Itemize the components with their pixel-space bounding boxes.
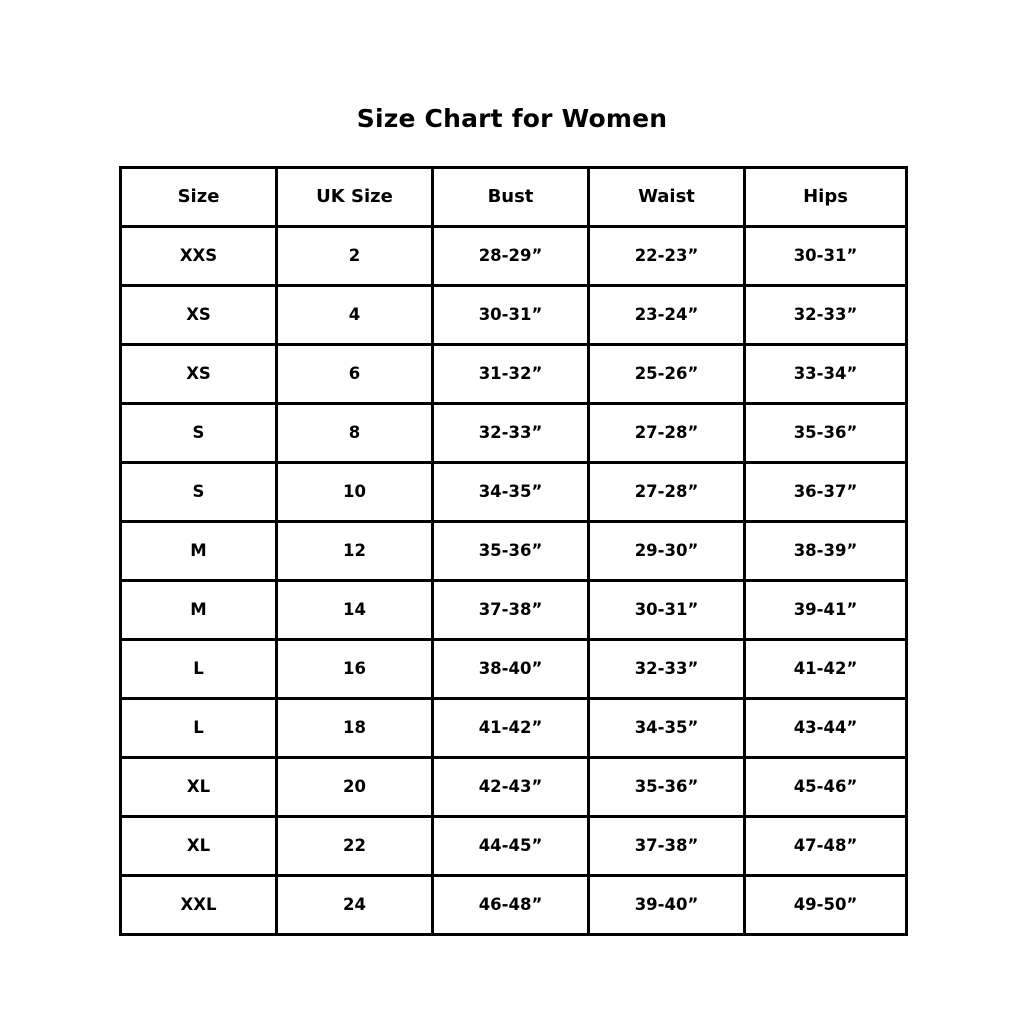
cell-hips: 32-33” [745,286,907,345]
cell-size: XXL [121,876,277,935]
cell-uk-size: 24 [277,876,433,935]
cell-size: XL [121,817,277,876]
cell-waist: 25-26” [589,345,745,404]
table-header [121,168,907,227]
cell-size: M [121,581,277,640]
page-title: Size Chart for Women [356,104,668,133]
table-row [121,640,907,699]
cell-size: XL [121,758,277,817]
table-header-row [121,168,907,227]
table-row [121,581,907,640]
table-row [121,699,907,758]
cell-bust: 44-45” [433,817,589,876]
cell-waist: 35-36” [589,758,745,817]
cell-bust: 46-48” [433,876,589,935]
cell-size: L [121,699,277,758]
cell-waist: 37-38” [589,817,745,876]
cell-bust: 37-38” [433,581,589,640]
table-row [121,876,907,935]
cell-waist: 32-33” [589,640,745,699]
cell-waist: 27-28” [589,463,745,522]
column-header-bust: Bust [433,168,589,227]
cell-uk-size: 16 [277,640,433,699]
cell-uk-size: 8 [277,404,433,463]
cell-hips: 47-48” [745,817,907,876]
table-row [121,286,907,345]
cell-bust: 30-31” [433,286,589,345]
table-row [121,522,907,581]
cell-waist: 39-40” [589,876,745,935]
cell-uk-size: 20 [277,758,433,817]
table-row [121,227,907,286]
size-chart-table [119,166,908,936]
column-header-uk-size: UK Size [277,168,433,227]
table-row [121,817,907,876]
cell-uk-size: 18 [277,699,433,758]
cell-hips: 39-41” [745,581,907,640]
table-body [121,227,907,935]
cell-hips: 41-42” [745,640,907,699]
cell-size: S [121,463,277,522]
cell-uk-size: 6 [277,345,433,404]
cell-hips: 30-31” [745,227,907,286]
cell-size: XS [121,345,277,404]
cell-bust: 28-29” [433,227,589,286]
cell-hips: 38-39” [745,522,907,581]
cell-waist: 29-30” [589,522,745,581]
cell-size: XS [121,286,277,345]
cell-waist: 30-31” [589,581,745,640]
cell-hips: 45-46” [745,758,907,817]
cell-bust: 32-33” [433,404,589,463]
cell-waist: 23-24” [589,286,745,345]
cell-uk-size: 4 [277,286,433,345]
cell-uk-size: 14 [277,581,433,640]
cell-waist: 22-23” [589,227,745,286]
cell-uk-size: 2 [277,227,433,286]
table-row [121,758,907,817]
size-chart-table-container [119,166,905,936]
cell-bust: 34-35” [433,463,589,522]
cell-uk-size: 10 [277,463,433,522]
cell-waist: 27-28” [589,404,745,463]
cell-hips: 43-44” [745,699,907,758]
column-header-hips: Hips [745,168,907,227]
cell-bust: 38-40” [433,640,589,699]
cell-hips: 33-34” [745,345,907,404]
cell-size: M [121,522,277,581]
column-header-waist: Waist [589,168,745,227]
cell-hips: 36-37” [745,463,907,522]
cell-size: XXS [121,227,277,286]
table-row [121,345,907,404]
cell-bust: 31-32” [433,345,589,404]
table-row [121,404,907,463]
cell-hips: 49-50” [745,876,907,935]
cell-bust: 42-43” [433,758,589,817]
table-row [121,463,907,522]
cell-uk-size: 22 [277,817,433,876]
cell-size: S [121,404,277,463]
cell-hips: 35-36” [745,404,907,463]
cell-bust: 41-42” [433,699,589,758]
cell-waist: 34-35” [589,699,745,758]
cell-uk-size: 12 [277,522,433,581]
cell-bust: 35-36” [433,522,589,581]
cell-size: L [121,640,277,699]
column-header-size: Size [121,168,277,227]
